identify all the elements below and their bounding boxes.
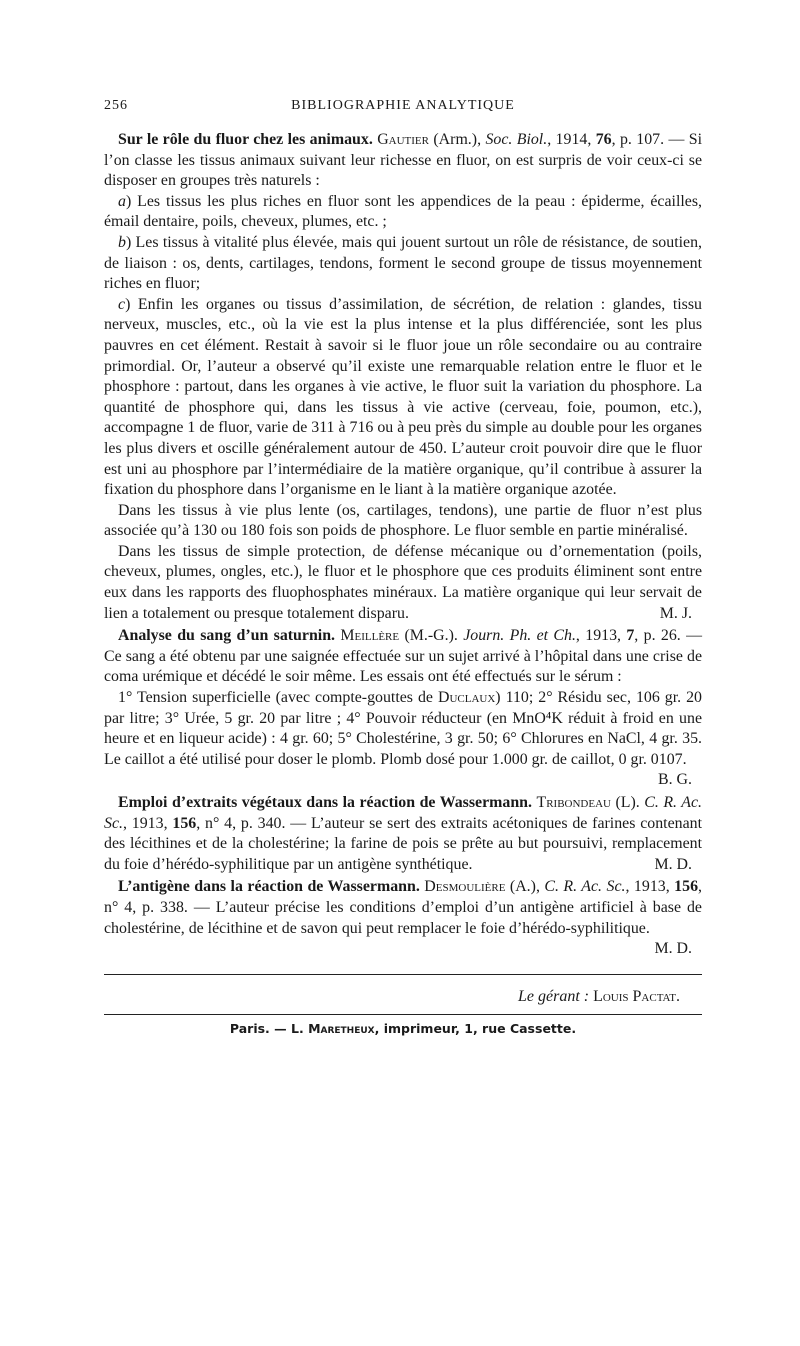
citation-volume: 7 (626, 627, 635, 645)
list-item-b (104, 233, 702, 295)
signature: M. D. (654, 940, 692, 958)
paragraph-text: Dans les tissus de simple protection, de défense mécanique ou d’ornementation (poils, cheveux, plumes, ongles, etc.), le fluor et le phosphore que ces produits éliminent sont entre eux dans les rapports des fluophosphates minéraux. La matière organique qui leur servait de lien a totalement ou presque totalement disparu. (104, 542, 702, 622)
journal-name: C. R. Ac. Sc. (544, 878, 626, 896)
article-text: — L’auteur précise les conditions d’emploi d’un antigène artificiel à base de cholestérine, de lécithine et de savon qui peut remplacer le foie d’hérédo-syphilitique. (104, 898, 702, 937)
article-author: Tribondeau (536, 794, 611, 811)
gerant-line (104, 988, 702, 1006)
citation-volume: 156 (172, 814, 197, 832)
article-title: L’antigène dans la réaction de Wassermann. (118, 878, 420, 896)
article-list (104, 130, 702, 960)
article-intro: — Si l’on classe les tissus animaux suivant leur richesse en fluor, on est surpris de voir ceux-ci se disposer en groupes très naturels : (104, 131, 702, 190)
citation-volume: 76 (595, 131, 612, 148)
list-text: ) Enfin les organes ou tissus d’assimilation, de sécrétion, de relation : glandes, tissu nerveux, muscles, etc., où la vie est la plus intense et la plus différenciée, sont les plus pauvres en cet élément. Restait à savoir si le fluor joue un rôle secondaire ou au contraire primordial. Or, l’auteur a observé qu’il existe une remarquable relation entre le fluor et le phosphore : partout, dans les organes à vie active, le fluor suit la variation du phosphore. La quantité de phosphore qui, dans les tissus à vie active (cerveau, foie, poumon, etc.), accompagne 1 de fluor, varie de 311 à 716 ou à peu près du simple au double pour les organes les plus divers et oscille généralement autour de 450. L’auteur croit pouvoir dire que le fluor est uni au phosphore par l’intermédiaire de la matière organique, qu’il contribue à assurer la fixation du phosphore dans l’organisme en le liant à la matière organique azotée. (104, 295, 702, 499)
list-label: b (118, 233, 126, 251)
article-title: Sur le rôle du fluor chez les animaux. (118, 131, 373, 148)
list-item-a (104, 192, 702, 233)
citation-year: , 1913, (625, 878, 675, 896)
gerant-name: Louis Pactat (593, 987, 676, 1005)
citation-page: , n° 4, p. 340. (196, 814, 286, 832)
paragraph (104, 542, 702, 624)
paragraph: Dans les tissus à vie plus lente (os, cartilages, tendons), une partie de fluor n’est plus associée qu’à 130 ou 180 fois son poids de phosphore. Le fluor semble en partie minéralisé. (104, 501, 702, 540)
article-author: Meillère (340, 627, 400, 645)
article-text: — L’auteur se sert des extraits acétoniques de farines contenant des lécithines et de la cholestérine; la farine de pois se prête au but poursuivi, remplacement du foie d’hérédo-syphilitique par un antigène synthétique. (104, 814, 703, 873)
footer-divider (104, 974, 702, 976)
citation-year: , 1913, (122, 814, 173, 832)
article-extraits-vegetaux (104, 793, 702, 875)
printer-imprint (104, 1021, 702, 1036)
citation-page: , n° 4, p. 338. (104, 878, 702, 916)
article-fluor (104, 130, 702, 192)
citation-year: , 1913, (575, 627, 627, 645)
citation-page: , p. 26. (634, 627, 681, 645)
imprint-text: , imprimeur, 1, rue Cassette. (374, 1020, 577, 1036)
citation-year: , 1914, (547, 131, 596, 148)
article-author: Desmoulière (424, 878, 506, 896)
signature: M. D. (654, 855, 692, 873)
article-title: Emploi d’extraits végétaux dans la réaction de Wassermann. (118, 794, 532, 811)
list-text: ) Les tissus à vitalité plus élevée, mais qui jouent surtout un rôle de résistance, de soutien, de liaison : os, dents, cartilages, tendons, forment le second groupe de tissus moyennement riches en fluor; (104, 233, 702, 293)
list-label: c (118, 295, 126, 313)
article-saturnin (104, 626, 702, 688)
running-title: BIBLIOGRAPHIE ANALYTIQUE (291, 98, 515, 113)
printer-name: Maretheux (308, 1020, 375, 1036)
author-initials: (L). (610, 794, 645, 811)
author-initials: (M.-G.). (399, 627, 458, 645)
list-text: ) Les tissus les plus riches en fluor sont les appendices de la peau : épiderme, écailles, émail dentaire, poils, cheveux, plumes, etc. ; (104, 192, 702, 231)
page-header (104, 98, 702, 120)
page-number: 256 (104, 98, 128, 113)
citation-page: , p. 107. (611, 131, 665, 148)
signature: M. J. (659, 604, 692, 622)
journal-name: Soc. Biol. (485, 131, 548, 148)
author-initials: (Arm.), (429, 131, 482, 148)
paragraph-text: 1° Tension superficielle (avec compte-gouttes de (118, 689, 438, 707)
cited-name: Duclaux (437, 689, 496, 707)
gerant-end: . (676, 987, 680, 1005)
article-text: — Ce sang a été obtenu par une saignée effectuée sur un sujet arrivé à l’hôpital dans une crise de coma urémique et décédé le soir même. Les essais ont été effectués sur le sérum : (104, 627, 702, 686)
citation-volume: 156 (674, 878, 699, 896)
imprint-text: Paris. — L. (229, 1020, 309, 1036)
document-page (104, 98, 702, 1036)
list-label: a (118, 192, 126, 210)
author-initials: (A.), (505, 878, 545, 896)
imprint-divider (104, 1014, 702, 1015)
gerant-label: Le gérant : (517, 987, 590, 1005)
article-antigene (104, 877, 702, 959)
signature: B. G. (658, 771, 692, 789)
paragraph-text: ) 110; 2° Résidu sec, 106 gr. 20 par litre; 3° Urée, 5 gr. 20 par litre ; 4° Pouvoir réducteur (en MnO⁴K réduit à froid en une heure et en liqueur acide) : 4 gr. 60; 5° Cholestérine, 3 gr. 50; 6° Chlorures en NaCl, 4 gr. 35. Le caillot a été utilisé pour doser le plomb. Plomb dosé pour 1.000 gr. de caillot, 0 gr. 0107. (104, 689, 702, 768)
journal-name: C. R. Ac. Sc. (104, 794, 702, 832)
list-item-c (104, 295, 702, 501)
article-author: Gautier (377, 131, 429, 148)
article-title: Analyse du sang d’un saturnin. (118, 627, 336, 645)
journal-name: Journ. Ph. et Ch. (463, 627, 576, 645)
paragraph (104, 688, 702, 791)
